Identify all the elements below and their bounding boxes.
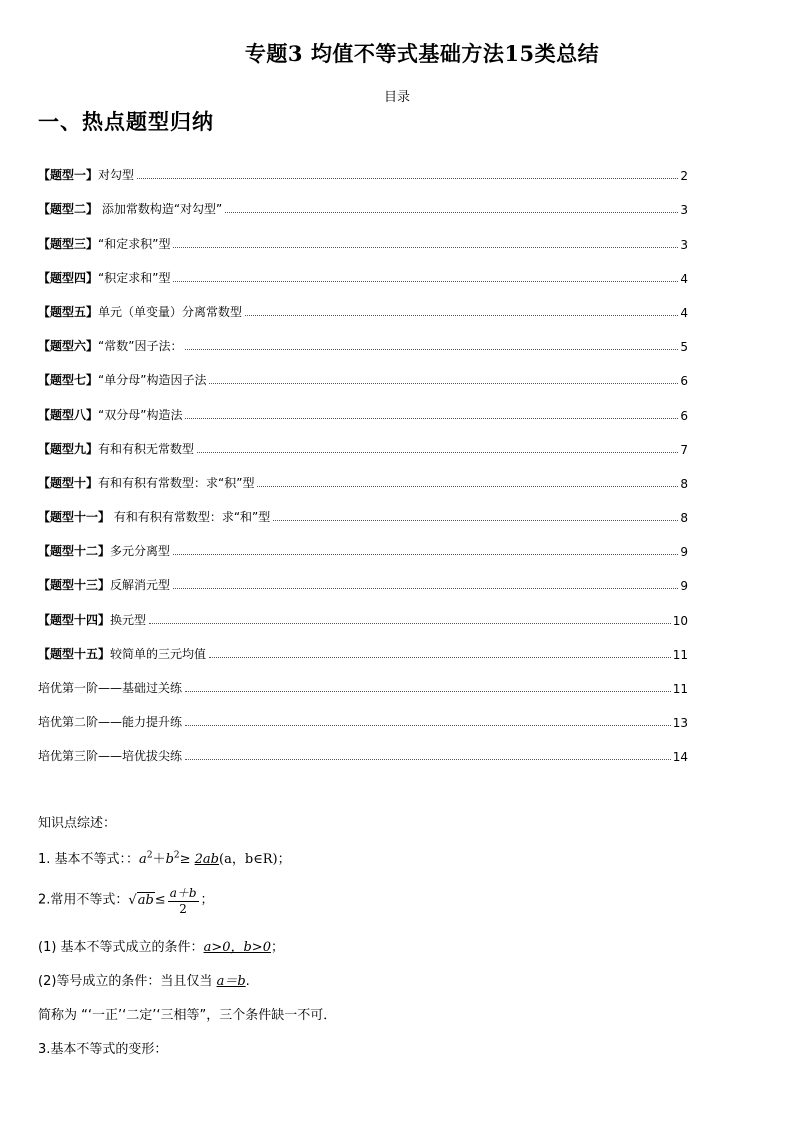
toc-entry-label: [38, 200, 222, 217]
toc-entry-text: “和定求积”型: [98, 236, 171, 251]
toc-page-number: 3: [680, 203, 688, 218]
toc-entry-text: 有和有积无常数型: [98, 441, 195, 456]
toc-leader-dots: [225, 211, 678, 213]
toc-page-number: 9: [680, 579, 688, 594]
toc-entry[interactable]: [38, 354, 688, 388]
toc-entry-text: 培优第三阶——培优拔尖练: [38, 749, 183, 764]
toc-leader-dots: [173, 246, 678, 248]
toc-entry-text: 反解消元型: [110, 578, 171, 593]
summary-line: 简称为 “‘一正’‘二定’‘三相等”，三个条件缺一不可．: [38, 1008, 337, 1023]
toc-entry-label: [38, 166, 134, 183]
toc-entry[interactable]: [38, 252, 688, 286]
toc-entry[interactable]: [38, 457, 688, 491]
toc-entry[interactable]: [38, 525, 688, 559]
toc-leader-dots: [185, 690, 671, 692]
toc-leader-dots: [185, 724, 671, 726]
toc-leader-dots: [149, 622, 671, 624]
section-heading: 一、热点题型归纳: [38, 110, 214, 134]
toc-entry-tag: 【题型十】: [38, 475, 99, 490]
toc-page-number: 11: [672, 647, 688, 662]
toc-page-number: 4: [680, 305, 688, 320]
toc-page-number: 6: [680, 408, 688, 423]
toc-entry-text: 有和有积有常数型：求“和”型: [110, 510, 271, 525]
toc-entry-label: [38, 542, 170, 559]
toc-entry-label: [38, 406, 182, 423]
toc-leader-dots: [137, 177, 678, 179]
toc-entry-text: 有和有积有常数型：求“积”型: [98, 475, 255, 490]
toc-entry-text: 单元（单变量）分离常数型: [98, 304, 243, 319]
toc-page-number: 13: [672, 716, 688, 731]
toc-entry[interactable]: [38, 593, 688, 627]
toc-entry-label: [38, 645, 206, 662]
toc-entry-label: [38, 713, 182, 730]
toc-entry-text: “双分母”构造法: [98, 407, 183, 422]
toc-entry-text: “常数”因子法：: [98, 339, 183, 354]
toc-leader-dots: [273, 519, 678, 521]
toc-entry-label: [38, 269, 170, 286]
toc-entry-label: [38, 235, 170, 252]
toc-page-number: 5: [680, 340, 688, 355]
toc-leader-dots: [209, 656, 671, 658]
toc-entry[interactable]: [38, 149, 688, 183]
table-of-contents: [38, 149, 688, 764]
toc-entry-text: 添加常数构造“对勾型”: [98, 202, 223, 217]
formula-a: a: [139, 852, 147, 867]
item1-prefix: 1. 基本不等式：：: [38, 852, 140, 867]
document-title: 专题3 均值不等式基础方法15类总结: [244, 41, 600, 66]
toc-entry-tag: 【题型二】: [38, 202, 99, 217]
toc-entry-text: 多元分离型: [110, 544, 171, 559]
knowledge-heading: 知识点综述：: [38, 816, 117, 831]
toc-entry[interactable]: [38, 286, 688, 320]
toc-page-number: 11: [672, 682, 688, 696]
toc-leader-dots: [185, 758, 671, 760]
toc-entry-tag: 【题型一】: [38, 168, 99, 183]
toc-leader-dots: [173, 280, 678, 282]
toc-entry[interactable]: [38, 628, 688, 662]
toc-entry[interactable]: [38, 491, 688, 525]
toc-entry[interactable]: [38, 730, 688, 764]
toc-entry-text: “积定求和”型: [98, 270, 171, 285]
toc-entry-tag: 【题型十二】: [38, 544, 111, 559]
toc-entry[interactable]: [38, 559, 688, 593]
toc-entry-text: 培优第一阶——基础过关练: [38, 681, 183, 695]
toc-entry-tag: 【题型九】: [38, 441, 99, 456]
toc-leader-dots: [209, 382, 678, 384]
toc-leader-dots: [197, 451, 678, 453]
toc-entry-tag: 【题型十一】: [38, 510, 111, 525]
toc-page-number: 8: [680, 511, 688, 526]
toc-entry-text: 换元型: [110, 612, 147, 627]
toc-entry-tag: 【题型七】: [38, 373, 99, 388]
toc-entry-tag: 【题型三】: [38, 236, 99, 251]
toc-entry-text: 培优第二阶——能力提升练: [38, 715, 183, 730]
toc-caption: 目录: [383, 90, 410, 105]
toc-entry-tag: 【题型十四】: [38, 612, 111, 627]
toc-entry[interactable]: [38, 320, 688, 354]
toc-entry-label: [38, 371, 206, 388]
toc-entry[interactable]: [38, 423, 688, 457]
item3-line: 3.基本不等式的变形：: [38, 1042, 168, 1057]
toc-entry-label: [38, 508, 270, 525]
toc-leader-dots: [245, 314, 678, 316]
toc-entry-tag: 【题型八】: [38, 407, 99, 422]
fraction-a-plus-b-over-2: $\frac{a+b}{2}$: [169, 886, 197, 916]
toc-page-number: 4: [680, 271, 688, 286]
condition-2-value: a＝b: [216, 974, 246, 989]
toc-page-number: 3: [680, 237, 688, 252]
toc-entry-label: [38, 747, 182, 764]
toc-entry-text: 较简单的三元均值: [110, 646, 207, 661]
toc-leader-dots: [173, 553, 678, 555]
common-inequality-line: 2.常用不等式：√ab≤ $\frac{a+b}{2}$ ；: [38, 886, 214, 916]
condition-1-value: a>0，b>0: [203, 940, 271, 955]
formula-2ab: 2ab: [194, 852, 219, 867]
sqrt-ab: √ab: [128, 892, 154, 908]
toc-entry-tag: 【题型五】: [38, 304, 99, 319]
toc-entry[interactable]: [38, 183, 688, 217]
condition-1-line: (1) 基本不等式成立的条件：a>0，b>0；: [38, 940, 284, 955]
toc-page-number: 2: [680, 169, 688, 184]
toc-entry-tag: 【题型十五】: [38, 646, 111, 661]
toc-page-number: 7: [680, 442, 688, 457]
item2-prefix: 2.常用不等式：: [38, 892, 129, 908]
toc-page-number: 6: [680, 374, 688, 389]
toc-entry[interactable]: [38, 217, 688, 251]
basic-inequality-line: 1. 基本不等式：：$a^2+b^2\ge 2ab(a$，b∈R)；: [38, 850, 291, 867]
toc-entry-label: [38, 440, 194, 457]
toc-page-number: 8: [680, 476, 688, 491]
toc-page-number: 9: [680, 545, 688, 560]
toc-entry-tag: 【题型六】: [38, 339, 99, 354]
condition-2-line: (2)等号成立的条件：当且仅当 a＝b.: [38, 974, 250, 989]
toc-entry[interactable]: [38, 388, 688, 422]
toc-entry-label: [38, 303, 242, 320]
toc-entry-label: [38, 474, 254, 491]
toc-leader-dots: [257, 485, 678, 487]
toc-entry-label: [38, 337, 182, 354]
toc-entry-text: “单分母”构造因子法: [98, 373, 207, 388]
toc-page-number: 10: [672, 613, 688, 628]
toc-leader-dots: [185, 417, 678, 419]
toc-entry-text: 对勾型: [98, 168, 135, 183]
toc-entry-tag: 【题型十三】: [38, 578, 111, 593]
toc-entry[interactable]: [38, 662, 688, 696]
toc-entry-tag: 【题型四】: [38, 270, 99, 285]
toc-page-number: 14: [672, 750, 688, 765]
toc-leader-dots: [173, 587, 678, 589]
toc-entry[interactable]: [38, 696, 688, 730]
toc-entry-label: [38, 679, 182, 696]
toc-entry-label: [38, 611, 146, 628]
toc-entry-label: [38, 576, 170, 593]
toc-leader-dots: [185, 348, 678, 350]
